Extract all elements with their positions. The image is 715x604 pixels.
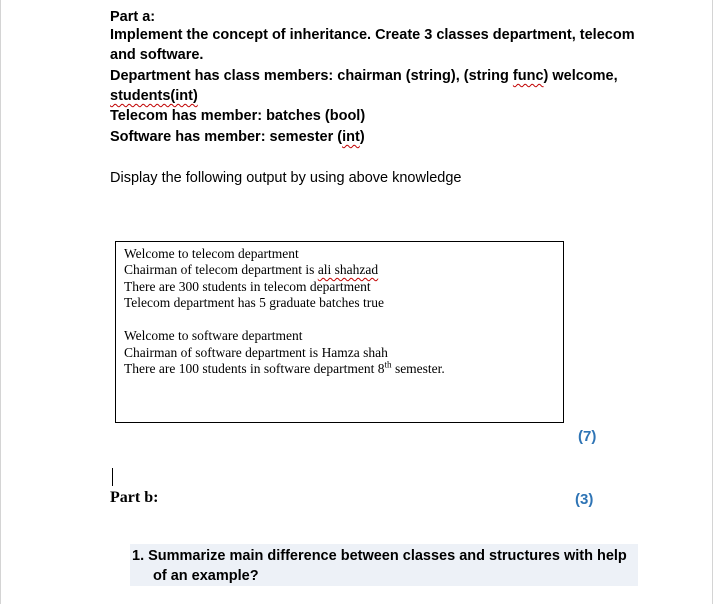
output-telecom-chairman-text: Chairman of telecom department is [124, 262, 318, 277]
telecom-members-line: Telecom has member: batches (bool) [110, 108, 366, 124]
spellcheck-students: students(int) [110, 88, 198, 104]
intro-line-2: and software. [110, 47, 204, 63]
software-members-text: Software has member: semester ( [110, 129, 343, 145]
software-members-line [110, 127, 365, 147]
department-members-end: ) welcome, [543, 68, 618, 84]
spellcheck-func: func [512, 68, 544, 84]
spellcheck-chair-name: ali shahzad [317, 262, 379, 277]
output-telecom-welcome: Welcome to telecom department [124, 246, 299, 261]
question-line-1: 1. Summarize main difference between classes and structures with help [132, 548, 627, 564]
part-a-marks: (7) [578, 428, 597, 445]
spellcheck-int: int [342, 129, 360, 145]
output-telecom-chairman [124, 262, 378, 279]
question-line-2: of an example? [153, 568, 259, 584]
text-cursor [112, 468, 113, 486]
output-software-tail: semester. [391, 361, 445, 376]
department-students-line [110, 86, 198, 106]
part-a-heading: Part a: [110, 9, 156, 25]
part-b-heading: Part b: [110, 489, 159, 506]
software-members-end: ) [359, 129, 365, 145]
ordinal-suffix: th [384, 359, 392, 370]
department-members-line [110, 66, 618, 86]
output-software-chairman: Chairman of software department is Hamza shah [124, 345, 388, 360]
page-right-edge [712, 0, 713, 604]
output-telecom-batches: Telecom department has 5 graduate batches true [124, 295, 384, 310]
output-software-students [124, 361, 445, 378]
part-b-marks: (3) [575, 491, 594, 508]
page-left-edge [0, 0, 1, 604]
department-members-text: Department has class members: chairman (string), (string [110, 68, 509, 84]
instruction-line: Display the following output by using above knowledge [110, 170, 462, 186]
output-telecom-students: There are 300 students in telecom department [124, 279, 371, 294]
intro-line-1: Implement the concept of inheritance. Create 3 classes department, telecom [110, 27, 635, 43]
output-software-students-text: There are 100 students in software department 8 [124, 361, 385, 376]
output-software-welcome: Welcome to software department [124, 328, 303, 343]
